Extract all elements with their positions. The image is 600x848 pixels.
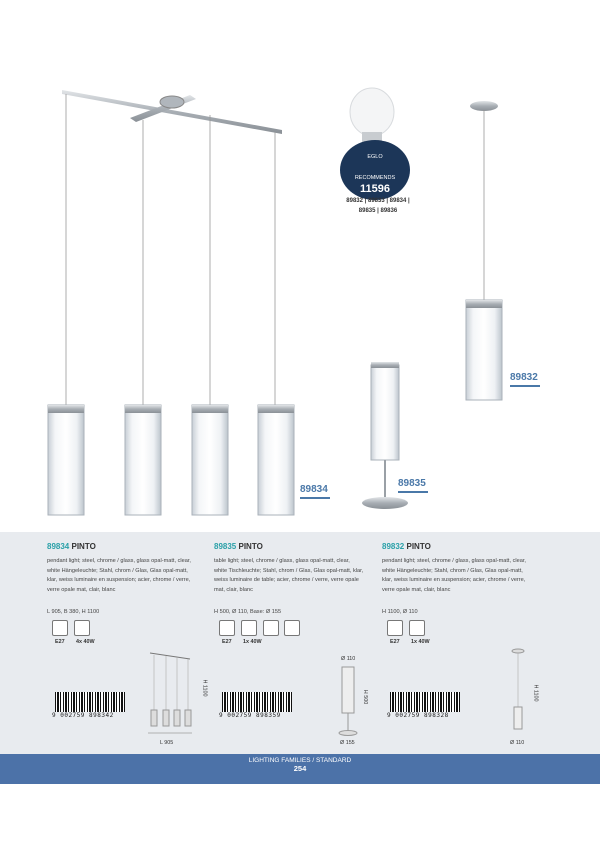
- bulb-image: [350, 88, 394, 148]
- tag-89835: 89835: [398, 478, 426, 489]
- product-column: [47, 542, 197, 615]
- bulb-icon: [241, 620, 257, 636]
- switch-icon: [263, 620, 279, 636]
- badge-brand: EGLO: [367, 154, 383, 160]
- product-dimensions: H 1100, Ø 110: [382, 609, 418, 615]
- pendant-4-light: [48, 90, 294, 515]
- barcode-number: 9 002759 898359: [219, 712, 281, 719]
- badge-number: 11596: [360, 183, 390, 195]
- product-title: 89832 PINTO: [382, 542, 431, 551]
- tag-underline: [300, 497, 330, 499]
- socket-icon: [219, 620, 235, 636]
- pendant-1-light: [466, 101, 502, 400]
- dim-height: H 1100: [201, 679, 208, 697]
- badge-codes: 89832 | 89833 | 89834 | 89835 | 89836: [346, 198, 410, 214]
- dim-height: H 500: [362, 689, 369, 705]
- socket-label: E27: [55, 639, 65, 645]
- product-column: [382, 542, 532, 615]
- socket-icon: [52, 620, 68, 636]
- tag-underline: [510, 385, 540, 387]
- product-description: table light; steel, chrome / glass, glass opal-matt, clear, white Tischleuchte; Stahl, chrom / Glas, Glas opal-matt, klar, weiss luminaire de table; acier, chrome / verre, verre opale mat, clair, blanc: [214, 558, 364, 593]
- barcode: [390, 692, 460, 712]
- product-column: [214, 542, 364, 615]
- product-description: pendant light; steel, chrome / glass, glass opal-matt, clear, white Hängeleuchte; Stahl, chrom / Glas, Glas opal-matt, klar, weiss luminaire en suspension; acier, chrome / verre, verre opale mat, clair, blanc: [47, 558, 191, 593]
- cable-icon: [284, 620, 300, 636]
- barcode: [222, 692, 292, 712]
- wattage-label: 4x 40W: [76, 639, 95, 645]
- product-dimensions: H 500, Ø 110, Base: Ø 155: [214, 609, 282, 615]
- tag-89832: 89832: [510, 372, 538, 383]
- page-footer: [0, 754, 600, 784]
- page-number: 254: [293, 764, 307, 773]
- barcode-number: 9 002759 898328: [387, 712, 449, 719]
- dimension-drawing: [506, 645, 530, 735]
- dim-height: H 1100: [532, 684, 539, 702]
- dim-length: L 905: [160, 740, 174, 746]
- product-title: 89835 PINTO: [214, 542, 263, 551]
- product-dimensions: L 905, B 380, H 1100: [47, 609, 100, 615]
- recommends-badge: [340, 140, 410, 200]
- bulb-icon: [409, 620, 425, 636]
- socket-label: E27: [222, 639, 232, 645]
- tag-89834: 89834: [300, 484, 328, 495]
- product-description: pendant light; steel, chrome / glass, glass opal-matt, clear, white Hängeleuchte; Stahl, chrom / Glas, Glas opal-matt, klar, weiss luminaire en suspension; acier, chrome / verre, verre opale mat, clair, blanc: [382, 558, 526, 593]
- footer-section: LIGHTING FAMILIES / STANDARD: [248, 757, 352, 764]
- wattage-label: 1x 40W: [411, 639, 430, 645]
- wattage-label: 1x 40W: [243, 639, 262, 645]
- badge-recommends: RECOMMENDS: [354, 175, 396, 181]
- dimension-drawing: [336, 665, 360, 739]
- bulb-icon: [74, 620, 90, 636]
- tag-underline: [398, 491, 428, 493]
- barcode: [55, 692, 125, 712]
- dim-diameter: Ø 110: [510, 740, 525, 746]
- dimension-drawing: [142, 645, 197, 740]
- socket-label: E27: [390, 639, 400, 645]
- socket-icon: [387, 620, 403, 636]
- barcode-number: 9 002759 898342: [52, 712, 114, 719]
- product-title: 89834 PINTO: [47, 542, 96, 551]
- dim-base-diameter: Ø 155: [340, 740, 355, 746]
- dim-top-diameter: Ø 110: [341, 656, 356, 662]
